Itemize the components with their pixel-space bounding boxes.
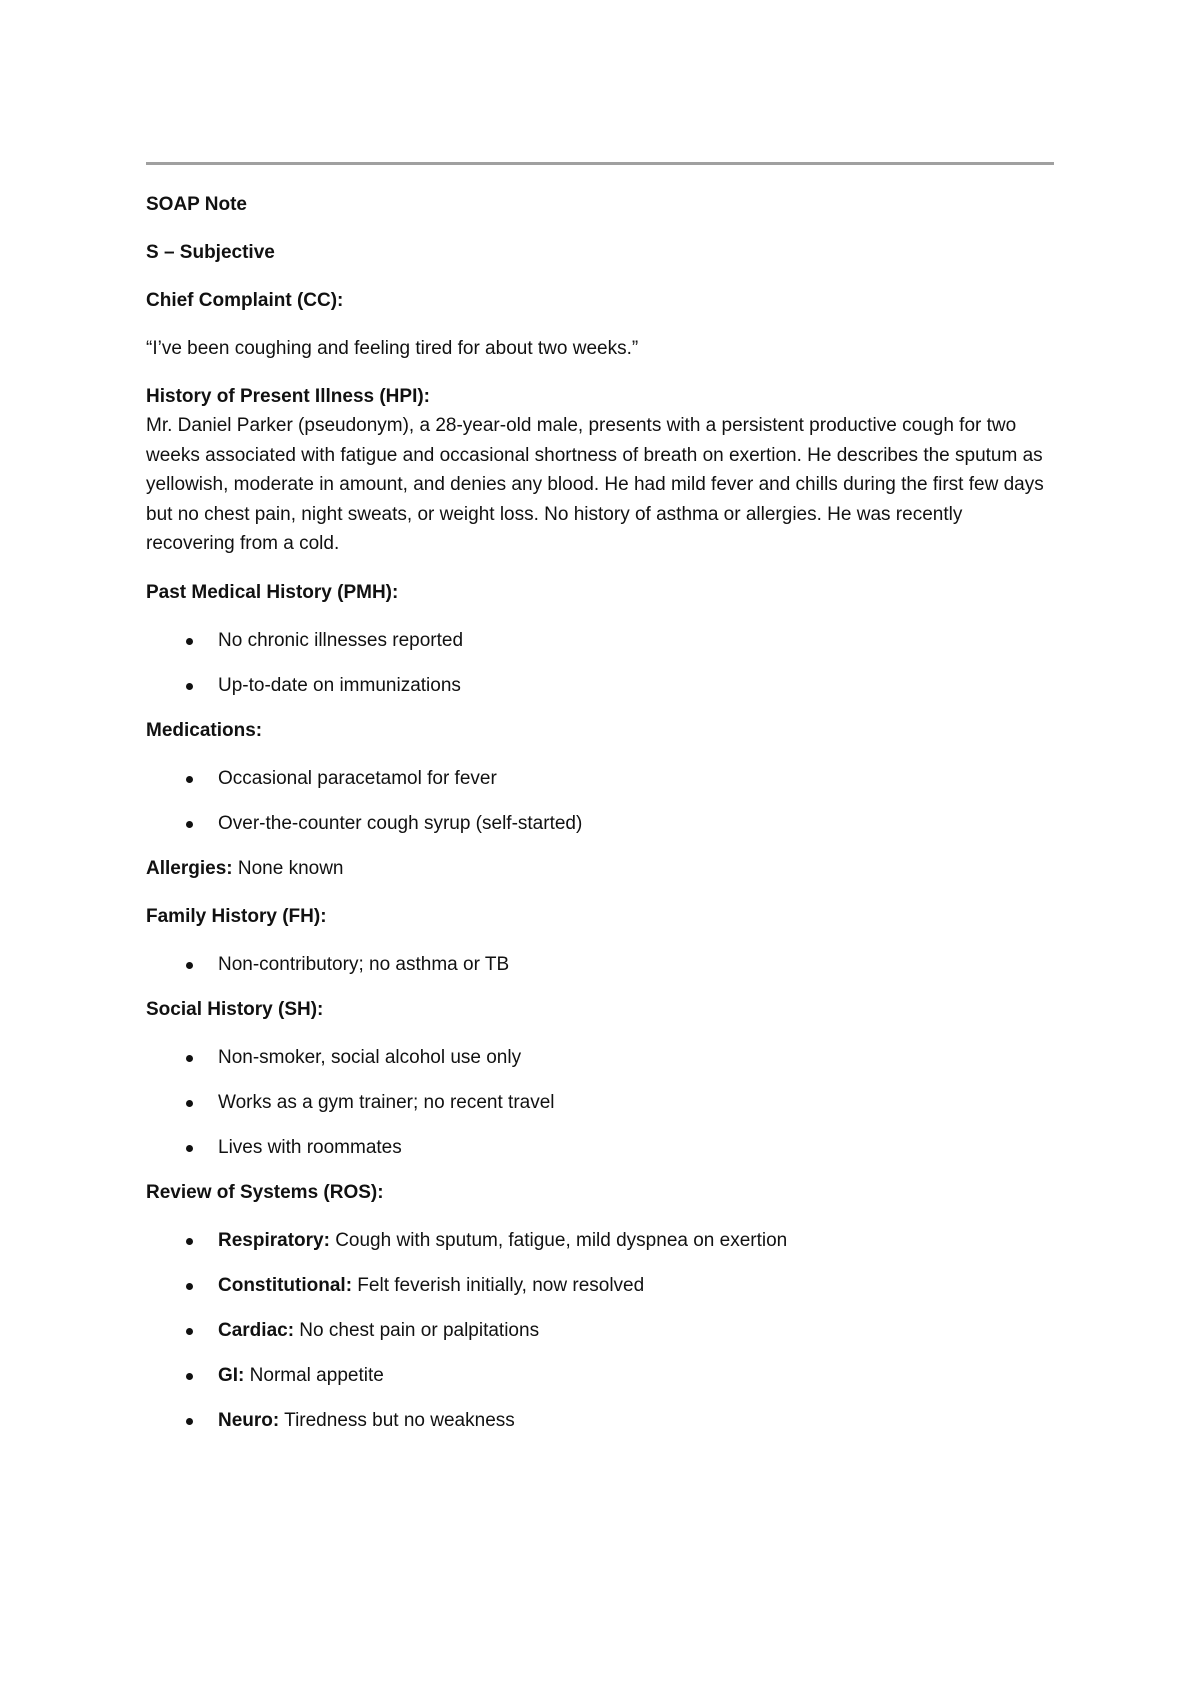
ros-item-label: Respiratory: bbox=[218, 1229, 330, 1251]
social-history-list bbox=[146, 1043, 1054, 1162]
ros-list bbox=[146, 1226, 1054, 1435]
pmh-heading: Past Medical History (PMH): bbox=[146, 581, 399, 603]
ros-heading: Review of Systems (ROS): bbox=[146, 1181, 384, 1203]
bullet-icon bbox=[186, 1238, 193, 1245]
bullet-icon bbox=[186, 638, 193, 645]
ros-item-label: Cardiac: bbox=[218, 1319, 295, 1341]
medications-list bbox=[146, 764, 1054, 838]
chief-complaint-quote: “I’ve been coughing and feeling tired for about two weeks.” bbox=[146, 338, 639, 359]
list-item bbox=[146, 764, 1054, 793]
bullet-icon bbox=[186, 1328, 193, 1335]
ros-item-label: GI: bbox=[218, 1364, 245, 1386]
social-history-heading: Social History (SH): bbox=[146, 998, 324, 1020]
bullet-icon bbox=[186, 776, 193, 783]
bullet-icon bbox=[186, 962, 193, 969]
bullet-icon bbox=[186, 821, 193, 828]
list-item-text: Lives with roommates bbox=[218, 1136, 402, 1158]
bullet-icon bbox=[186, 1283, 193, 1290]
list-item-text: Works as a gym trainer; no recent travel bbox=[218, 1091, 555, 1113]
chief-complaint-heading: Chief Complaint (CC): bbox=[146, 290, 344, 311]
list-item bbox=[146, 1226, 1054, 1255]
ros-item-text: No chest pain or palpitations bbox=[294, 1319, 540, 1341]
bullet-icon bbox=[186, 1373, 193, 1380]
family-history-list bbox=[146, 950, 1054, 979]
list-item-text: Non-smoker, social alcohol use only bbox=[218, 1046, 522, 1068]
list-item bbox=[146, 809, 1054, 838]
ros-item-label: Constitutional: bbox=[218, 1274, 353, 1296]
bullet-icon bbox=[186, 1055, 193, 1062]
list-item bbox=[146, 626, 1054, 655]
list-item bbox=[146, 1088, 1054, 1117]
family-history-heading: Family History (FH): bbox=[146, 905, 327, 927]
hpi-text: Mr. Daniel Parker (pseudonym), a 28-year-old male, presents with a persistent productive cough for two weeks associated with fatigue and occasional shortness of breath on exertion. He describes the sputum as yellowish, moderate in amount, and denies any blood. He had mild fever and chills during the first few days but no chest pain, night sweats, or weight loss. No history of asthma or allergies. He was recently recovering from a cold. bbox=[146, 415, 1044, 554]
ros-item-text: Felt feverish initially, now resolved bbox=[352, 1274, 645, 1296]
list-item-text: No chronic illnesses reported bbox=[218, 629, 464, 651]
ros-item-label: Neuro: bbox=[218, 1409, 280, 1431]
ros-item-text: Normal appetite bbox=[244, 1364, 384, 1386]
list-item-text: Occasional paracetamol for fever bbox=[218, 767, 497, 789]
hpi-heading: History of Present Illness (HPI): bbox=[146, 386, 431, 407]
list-item bbox=[146, 950, 1054, 979]
list-item-text: Over-the-counter cough syrup (self-started) bbox=[218, 812, 583, 834]
list-item bbox=[146, 1361, 1054, 1390]
document-title: SOAP Note bbox=[146, 194, 248, 215]
bullet-icon bbox=[186, 1145, 193, 1152]
horizontal-rule bbox=[146, 162, 1054, 165]
list-item bbox=[146, 1271, 1054, 1300]
list-item bbox=[146, 1316, 1054, 1345]
soap-note-content bbox=[146, 190, 1054, 1451]
allergies-value: None known bbox=[232, 857, 344, 879]
allergies-line bbox=[146, 854, 1054, 883]
medications-heading: Medications: bbox=[146, 719, 263, 741]
ros-item-text: Tiredness but no weakness bbox=[279, 1409, 515, 1431]
bullet-icon bbox=[186, 1418, 193, 1425]
pmh-list bbox=[146, 626, 1054, 700]
list-item-text: Non-contributory; no asthma or TB bbox=[218, 953, 510, 975]
list-item bbox=[146, 1406, 1054, 1435]
section-heading-subjective: S – Subjective bbox=[146, 242, 275, 263]
list-item bbox=[146, 1043, 1054, 1072]
bullet-icon bbox=[186, 683, 193, 690]
ros-item-text: Cough with sputum, fatigue, mild dyspnea on exertion bbox=[329, 1229, 788, 1251]
bullet-icon bbox=[186, 1100, 193, 1107]
allergies-label: Allergies: bbox=[146, 857, 233, 879]
list-item bbox=[146, 671, 1054, 700]
list-item-text: Up-to-date on immunizations bbox=[218, 674, 461, 696]
list-item bbox=[146, 1133, 1054, 1162]
